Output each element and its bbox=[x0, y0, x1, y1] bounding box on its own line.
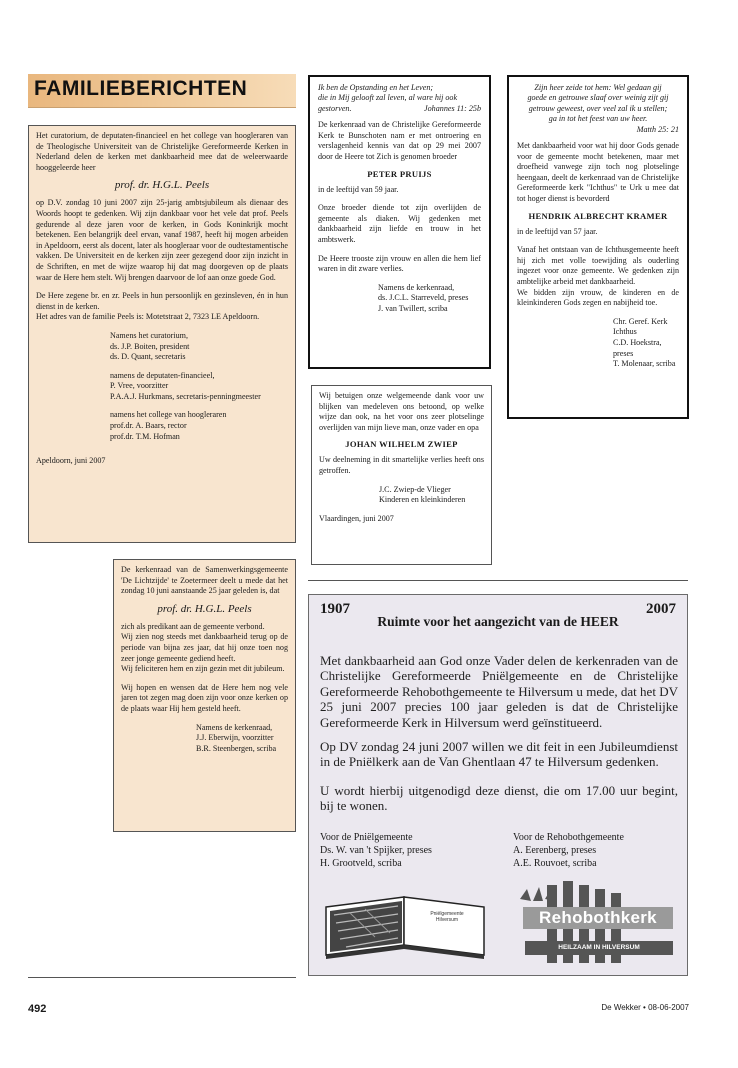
jubilee-sign-rehoboth: Voor de Rehobothgemeente A. Eerenberg, preses A.E. Rouvoet, scriba bbox=[513, 832, 624, 869]
zwiep-name: JOHAN WILHELM ZWIEP bbox=[345, 439, 458, 450]
jubilee-title: Ruimte voor het aangezicht van de HEER bbox=[377, 614, 619, 629]
curatorium-body: op D.V. zondag 10 juni 2007 zijn 25-jarig ambtsjubileum als dienaar des Woords hoopt te gedenken. Wij zijn dankbaar voor het vele dat prof. Peels gedurende al deze jaren voor de kerken, in Gods Koninkrijk mocht betekenen. Een belangrijk deel ervan, vanaf 1987, heeft hij mogen arbeiden in Apeldoorn, eerst als docent, later als hoogleraar voor de oudtestamentische vakken. De Universiteit en de kerken zijn zeer gezegend door zijn inzicht in de Schriften, en met de wijze waarop hij dat mag doorgeven op de plaats waar de Here hem stelt. Wij brengen daarvoor de lof aan onze goede God. bbox=[36, 198, 288, 282]
publication-line: De Wekker • 08-06-2007 bbox=[601, 1003, 689, 1012]
curatorium-sign-1: Namens het curatorium, ds. J.P. Boiten, president ds. D. Quant, secretaris bbox=[110, 330, 190, 362]
kramer-intro: Met dankbaarheid voor wat hij door Gods genade voor de gemeente mocht betekenen, maar met droefheid vanwege zijn toch nog plotselinge heengaan, deelt de kerkenraad van de Christelijke Gereformeerde kerk "Ichthus" te Urk u mee dat tot hoger dienst is bevorderd bbox=[517, 141, 679, 203]
announcement-kramer bbox=[507, 75, 689, 419]
pruijs-quote: Ik ben de Opstanding en het Leven; die in Mij gelooft zal leven, al ware hij ook gestorven. bbox=[318, 83, 458, 113]
curatorium-address: Het adres van de familie Peels is: Motetstraat 2, 7323 LE Apeldoorn. bbox=[36, 312, 260, 322]
jubilee-paragraph-3: U wordt hierbij uitgenodigd deze dienst, die om 17.00 uur begint, bij te wonen. bbox=[320, 783, 678, 814]
lichtzijde-body-2: Wij hopen en wensen dat de Here hem nog vele jaren tot zegen mag doen zijn voor onze kerken op de plaats waar Hij hem gesteld heeft. bbox=[121, 682, 288, 713]
kramer-body: Vanaf het ontstaan van de Ichthusgemeente heeft hij zich met volle toewijding als ouderling ingezet voor onze gemeente. We gedenken zijn ambtelijke arbeid met dankbaarheid. bbox=[517, 245, 679, 286]
curatorium-intro: Het curatorium, de deputaten-financieel en het college van hoogleraren van de Theologische Universiteit van de Christelijke Gereformeerde Kerken in Nederland delen de kerken met dankbaarheid mee dat de weleerwaarde hooggeleerde heer bbox=[36, 131, 288, 172]
pruijs-name: PETER PRUIJS bbox=[367, 168, 432, 179]
pruijs-sign: Namens de kerkenraad, ds. J.C.L. Starreveld, preses J. van Twillert, scriba bbox=[378, 282, 469, 313]
open-book-icon bbox=[320, 885, 490, 963]
pniel-logo-label: Pniëlgemeente Hilversum bbox=[430, 911, 464, 923]
curatorium-place-date: Apeldoorn, juni 2007 bbox=[36, 456, 106, 466]
pruijs-intro: De kerkenraad van de Christelijke Gereformeerde Kerk te Bunschoten nam er met ontroering en verslagenheid kennis van dat op 29 mei 2007 door de Heere tot Zich is genomen broeder bbox=[318, 120, 481, 162]
kramer-quote: Zijn heer zeide tot hem: Wel gedaan gij goede en getrouwe slaaf over weinig zijt gij getrouw geweest, over veel zal ik u stellen; ga in tot het feest van uw heer. bbox=[527, 83, 669, 124]
divider-rule bbox=[28, 977, 296, 978]
page-number: 492 bbox=[28, 1003, 47, 1015]
curatorium-sign-2: namens de deputaten-financieel, P. Vree, voorzitter P.A.A.J. Hurkmans, secretaris-penningmeester bbox=[110, 370, 261, 401]
section-title: FAMILIEBERICHTEN bbox=[34, 77, 248, 100]
divider-rule bbox=[308, 580, 688, 581]
lichtzijde-sign: Namens de kerkenraad, J.J. Eberwijn, voorzitter B.R. Steenbergen, scriba bbox=[196, 722, 277, 753]
pniel-book-logo bbox=[320, 885, 490, 963]
zwiep-sign: J.C. Zwiep-de Vlieger Kinderen en kleinkinderen bbox=[379, 484, 466, 505]
jubilee-paragraph-2: Op DV zondag 24 juni 2007 willen we dit feit in een Jubileumdienst in de Pniëlkerk aan de Van Ghentlaan 47 te Hilversum gedenken. bbox=[320, 739, 678, 770]
rehoboth-logo-title: Rehobothkerk bbox=[523, 907, 673, 929]
zwiep-body: Uw deelneming in dit smartelijke verlies heeft ons getroffen. bbox=[319, 455, 484, 475]
announcement-pruijs bbox=[308, 75, 491, 369]
jubilee-sign-pniel: Voor de Pniëlgemeente Ds. W. van 't Spijker, preses H. Grootveld, scriba bbox=[320, 832, 432, 869]
announcement-lichtzijde bbox=[113, 559, 296, 832]
jubilee-paragraph-1: Met dankbaarheid aan God onze Vader delen de kerkenraden van de Christelijke Gereformeerde Pniëlgemeente en de Christelijke Gereformeerde Rehobothgemeente te Hilversum u mede, dat het DV 25 juni 2007 precies 100 jaar geleden is dat de Christelijke Gereformeerde Kerk in Hilversum werd geïnstitueerd. bbox=[320, 653, 678, 730]
rehoboth-logo bbox=[517, 877, 677, 967]
lichtzijde-body-1: zich als predikant aan de gemeente verbond. Wij zien nog steeds met dankbaarheid terug op de periode van bijna zes jaar, dat hij onze toen nog zeer jonge gemeente gediend heeft. Wij feliciteren hem en zijn gezin met dit jubileum. bbox=[121, 621, 288, 674]
kramer-age: in de leeftijd van 57 jaar. bbox=[517, 226, 598, 236]
lichtzijde-honoree: prof. dr. H.G.L. Peels bbox=[157, 602, 252, 615]
kramer-name: HENDRIK ALBRECHT KRAMER bbox=[528, 210, 668, 221]
lichtzijde-intro: De kerkenraad van de Samenwerkingsgemeente 'De Lichtzijde' te Zoetermeer deelt u mede dat het zondag 10 juni aanstaande 25 jaar geleden is, dat bbox=[121, 565, 288, 596]
announcement-zwiep bbox=[311, 385, 492, 565]
curatorium-honoree: prof. dr. H.G.L. Peels bbox=[114, 179, 210, 192]
pruijs-age: in de leeftijd van 59 jaar. bbox=[318, 184, 399, 194]
zwiep-place-date: Vlaardingen, juni 2007 bbox=[319, 513, 394, 523]
section-header bbox=[28, 74, 296, 108]
announcement-curatorium bbox=[28, 125, 296, 543]
kramer-body-2: We bidden zijn vrouw, de kinderen en de kleinkinderen Gods zegen en nabijheid toe. bbox=[517, 287, 679, 308]
curatorium-sign-3: namens het college van hoogleraren prof.dr. A. Baars, rector prof.dr. T.M. Hofman bbox=[110, 410, 227, 441]
zwiep-intro: Wij betuigen onze welgemeende dank voor uw blijken van medeleven ons betoond, op welke wijze dan ook, na het voor ons zeer plotselinge overlijden van mijn lieve man, onze vader en opa bbox=[319, 391, 484, 432]
pruijs-body: Onze broeder diende tot zijn overlijden de gemeente als diaken. Wij gedenken met dankbaarheid zijn liefde en trouw in het ambtswerk. bbox=[318, 203, 481, 244]
curatorium-blessing: De Here zegene br. en zr. Peels in hun persoonlijk en gezinsleven, én in hun dienst in de kerken. bbox=[36, 291, 288, 311]
rehoboth-logo-tagline: HEILZAAM IN HILVERSUM bbox=[558, 944, 640, 951]
pruijs-quote-ref: Johannes 11: 25b bbox=[424, 103, 481, 113]
pruijs-body-2: De Heere trooste zijn vrouw en allen die hem lief waren in dit zware verlies. bbox=[318, 253, 481, 274]
jubilee-year-start: 1907 bbox=[320, 601, 350, 617]
kramer-sign: Chr. Geref. Kerk Ichthus C.D. Hoekstra, preses T. Molenaar, scriba bbox=[613, 316, 676, 369]
announcement-jubilee bbox=[308, 594, 688, 976]
kramer-quote-ref: Matth 25: 21 bbox=[636, 124, 679, 134]
jubilee-year-end: 2007 bbox=[646, 601, 676, 617]
